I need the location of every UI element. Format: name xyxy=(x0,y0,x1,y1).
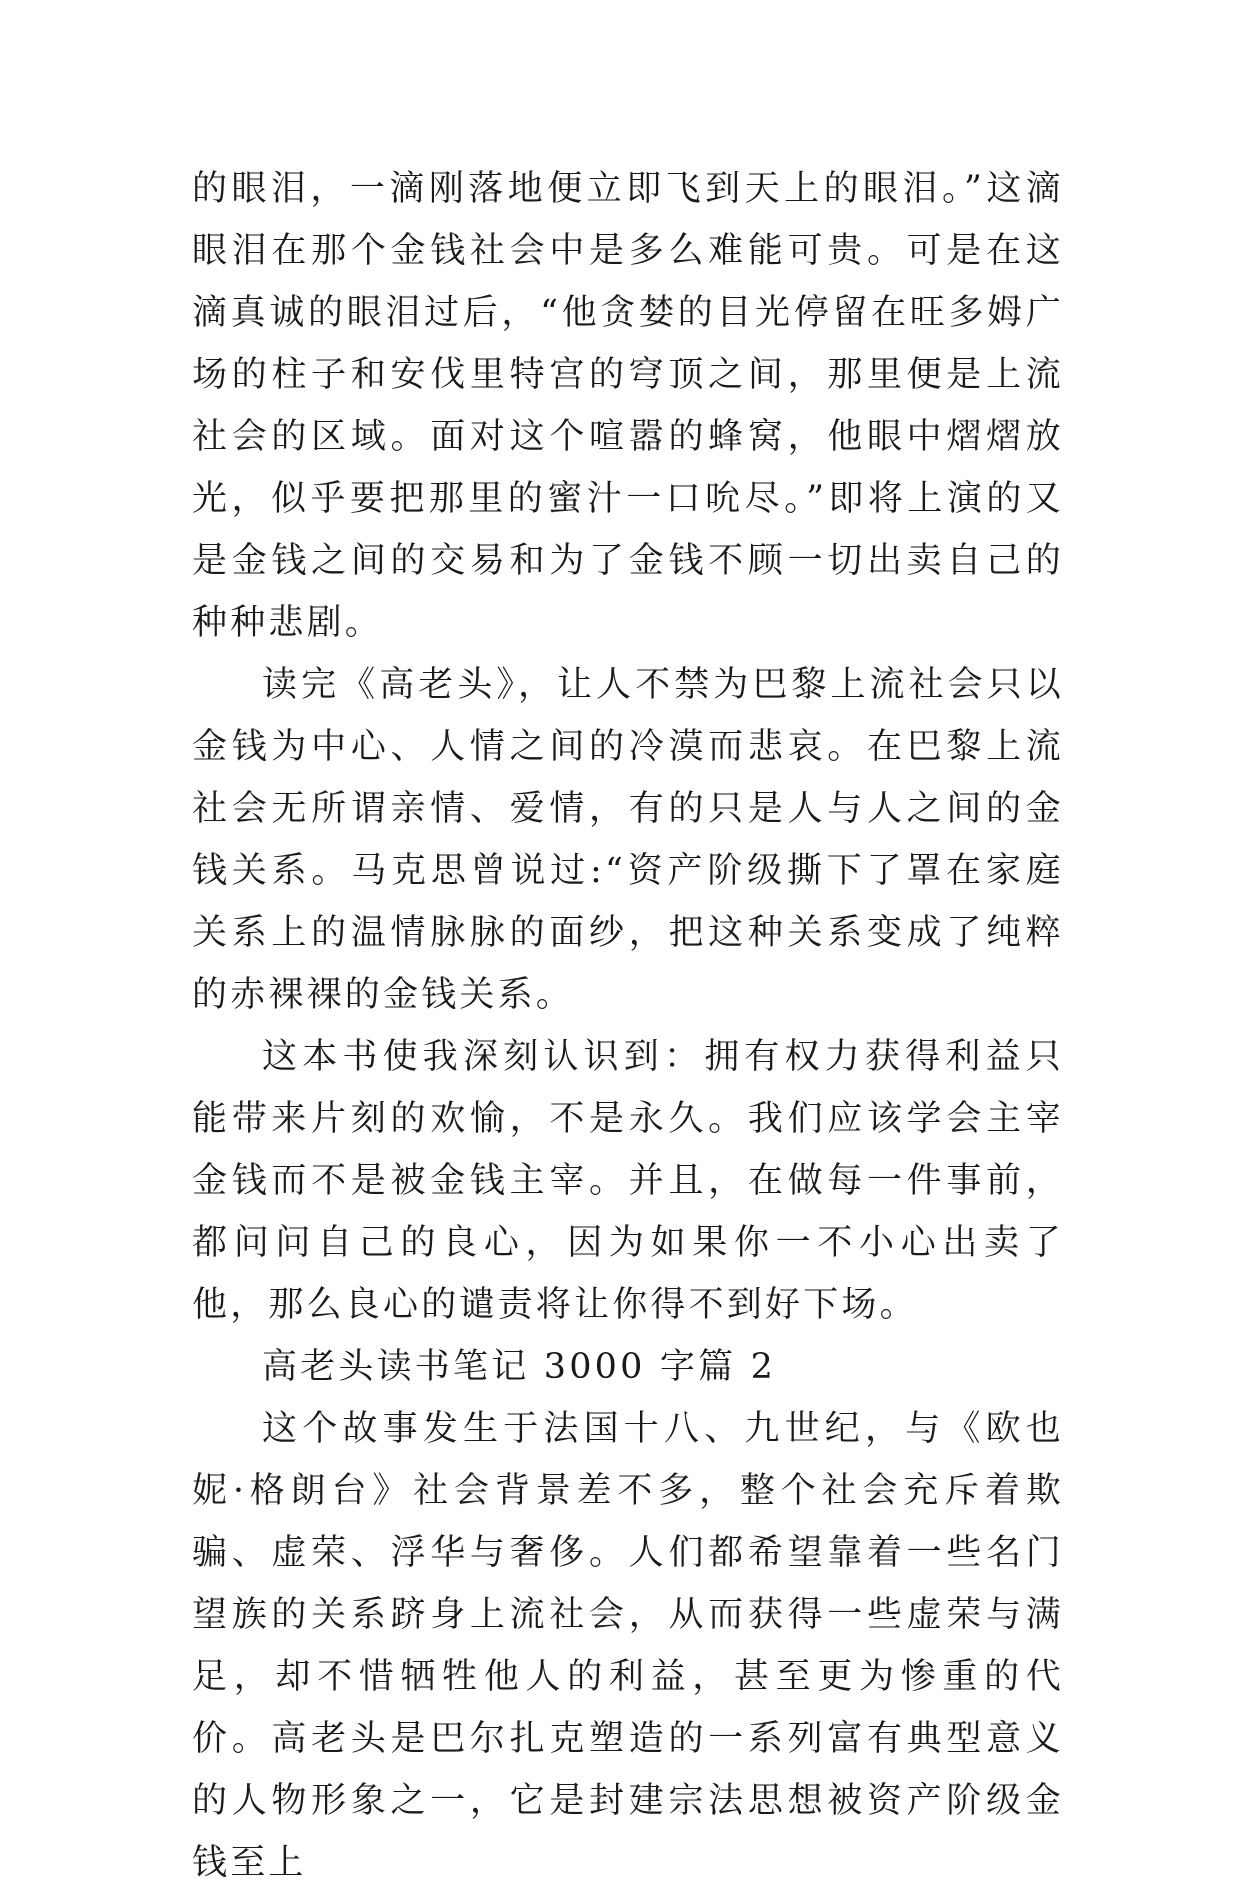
paragraph-continued: 的眼泪，一滴刚落地便立即飞到天上的眼泪。”这滴眼泪在那个金钱社会中是多么难能可贵。可是在这滴真诚的眼泪过后，“他贪婪的目光停留在旺多姆广场的柱子和安伐里特宫的穹顶之间，那里便是上流社会的区域。面对这个喧嚣的蜂窝，他眼中熠熠放光，似乎要把那里的蜜汁一口吮尽。”即将上演的又是金钱之间的交易和为了金钱不顾一切出卖自己的种种悲剧。 xyxy=(192,169,1064,643)
section-heading: 高老头读书笔记 3000 字篇 2 xyxy=(262,1347,777,1387)
paragraph-reading-reflection: 读完《高老头》，让人不禁为巴黎上流社会只以金钱为中心、人情之间的冷漠而悲哀。在巴黎上流社会无所谓亲情、爱情，有的只是人与人之间的金钱关系。马克思曾说过:“资产阶级撕下了罩在家庭关系上的温情脉脉的面纱，把这种关系变成了纯粹的赤裸裸的金钱关系。 xyxy=(192,665,1064,1015)
document-body xyxy=(192,158,1064,1894)
paragraph-lesson: 这本书使我深刻认识到：拥有权力获得利益只能带来片刻的欢愉，不是永久。我们应该学会主宰金钱而不是被金钱主宰。并且，在做每一件事前，都问问自己的良心，因为如果你一不小心出卖了他，那么良心的谴责将让你得不到好下场。 xyxy=(192,1037,1064,1325)
paragraph-story-background: 这个故事发生于法国十八、九世纪，与《欧也妮·格朗台》社会背景差不多，整个社会充斥着欺骗、虚荣、浮华与奢侈。人们都希望靠着一些名门望族的关系跻身上流社会，从而获得一些虚荣与满足，却不惜牺牲他人的利益，甚至更为惨重的代价。高老头是巴尔扎克塑造的一系列富有典型意义的人物形象之一，它是封建宗法思想被资产阶级金钱至上 xyxy=(192,1409,1064,1883)
